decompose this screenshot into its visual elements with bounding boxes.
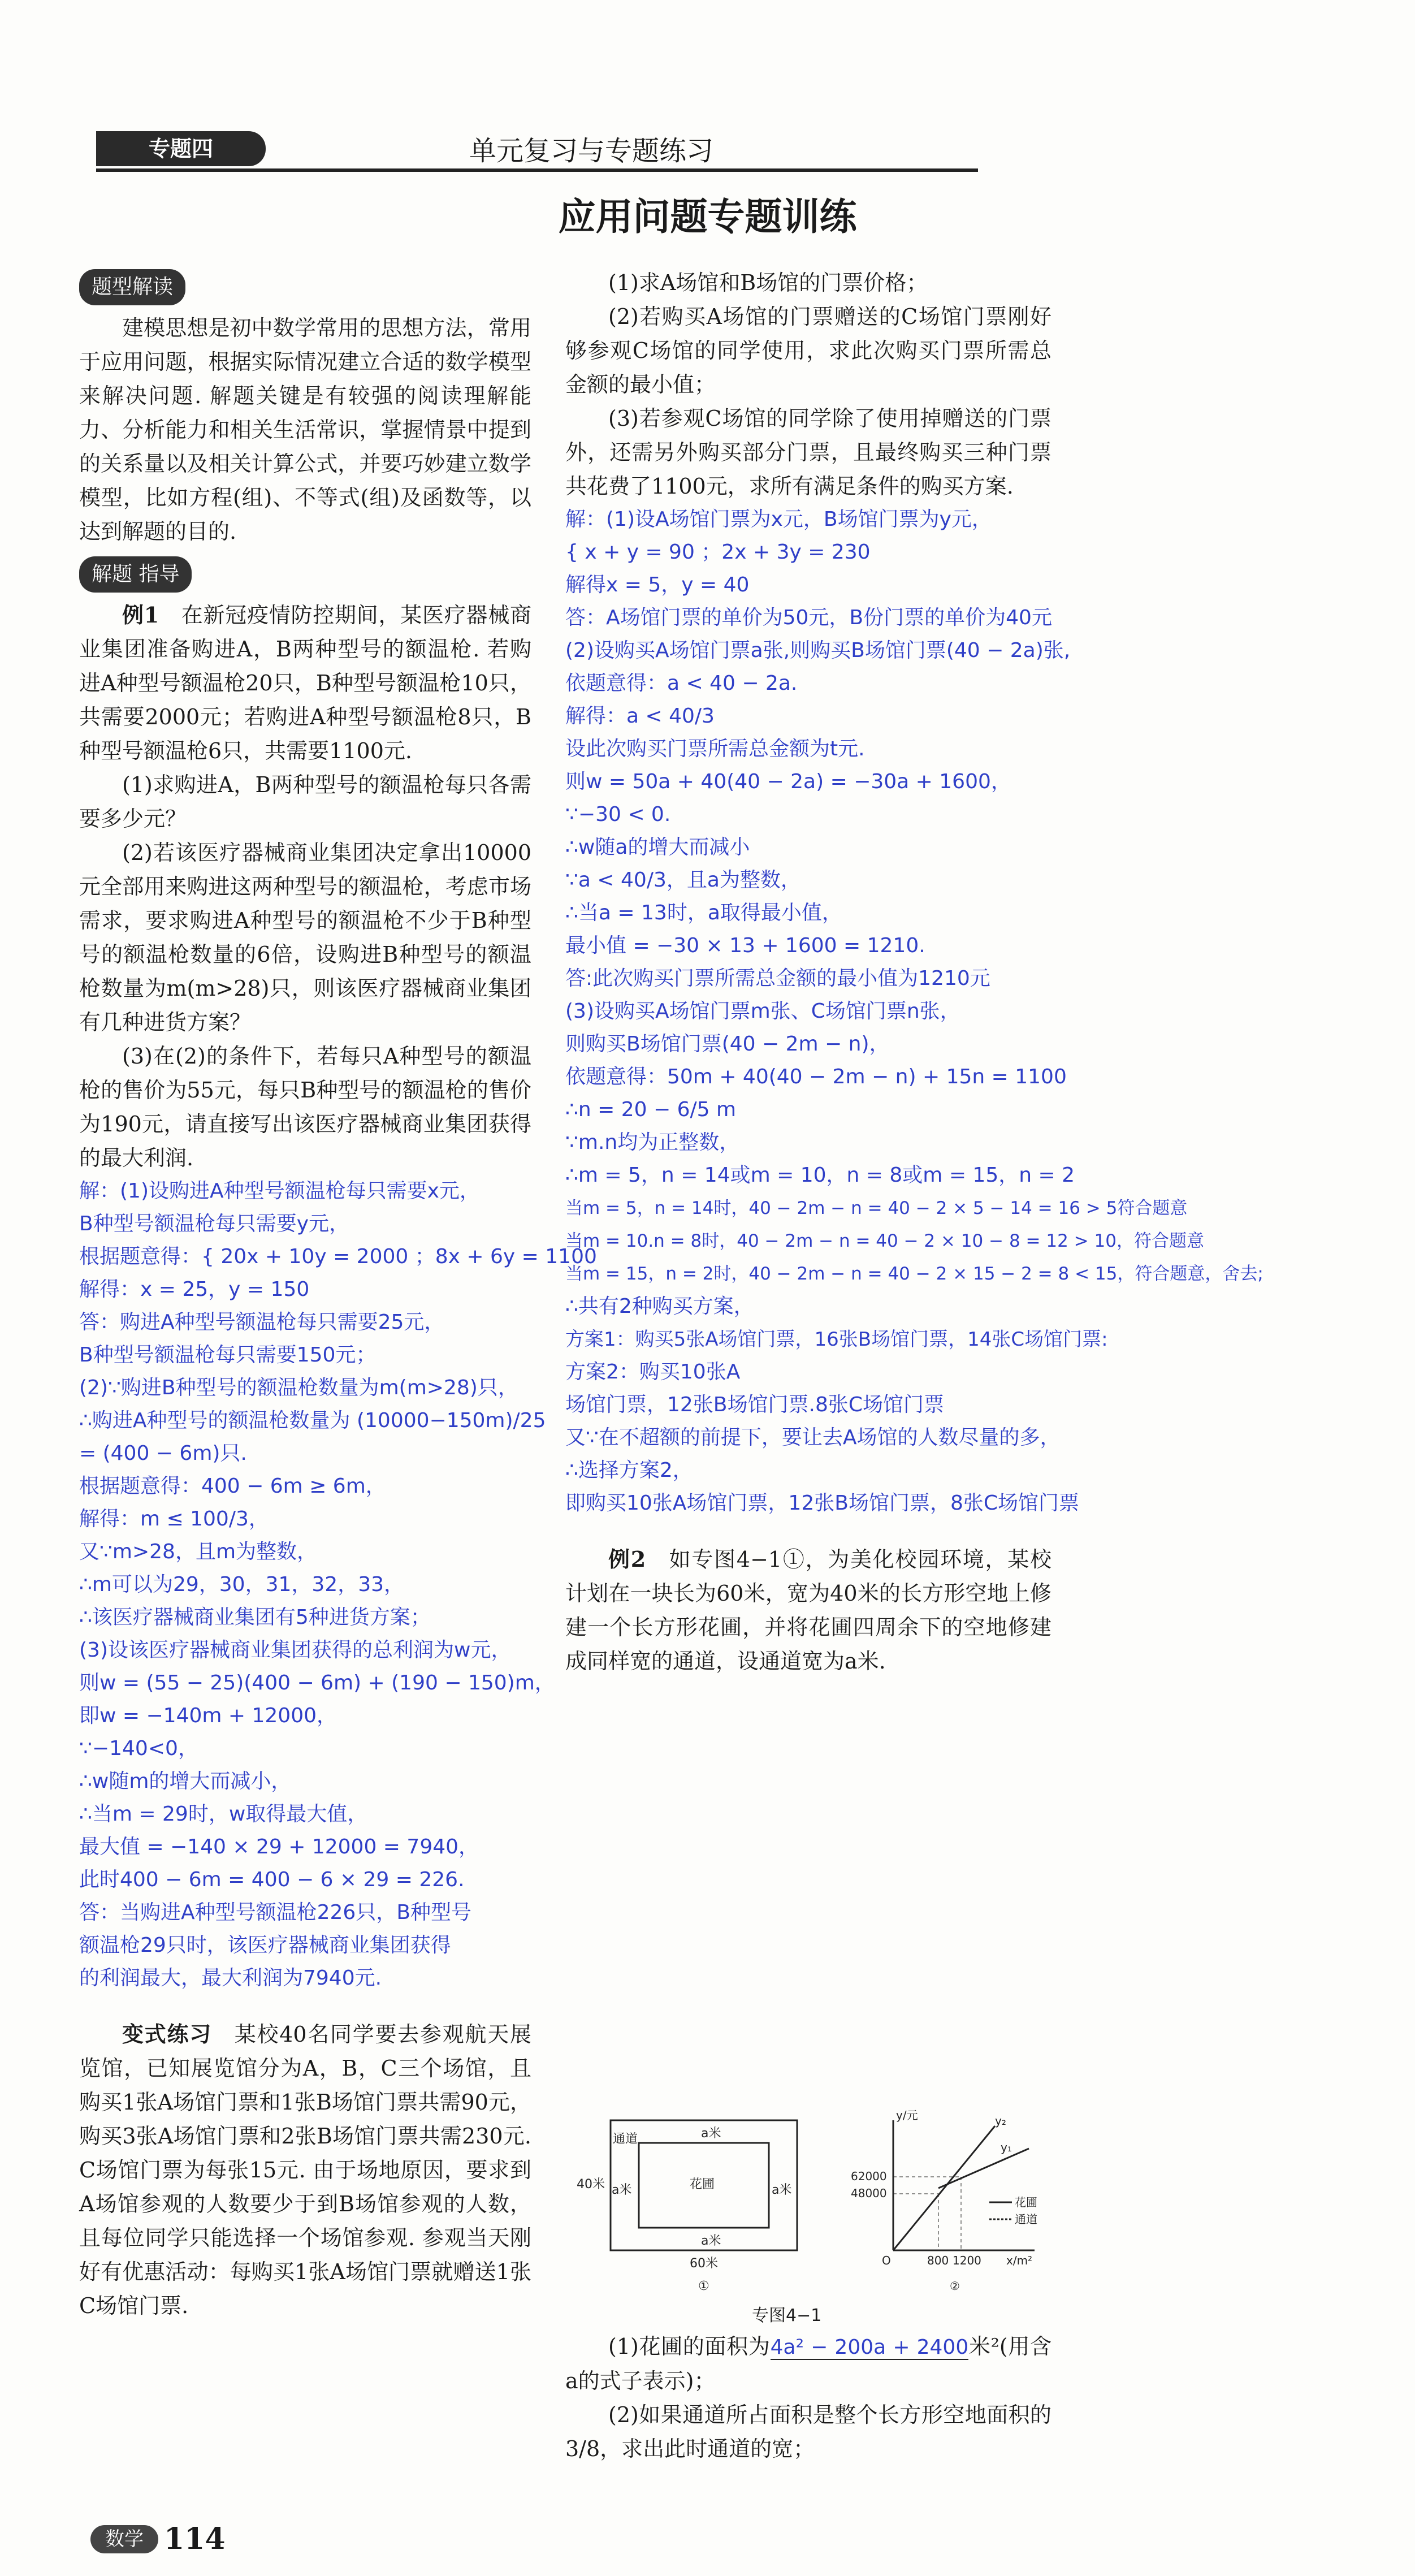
figure-4-1 — [577, 2108, 1040, 2296]
sol2-line: 则购买B场馆门票(40 − 2m − n)， — [565, 1032, 890, 1056]
sol1-line: 解得：m ≤ 100/3， — [79, 1507, 269, 1531]
width-60-label: 60米 — [690, 2257, 718, 2271]
garden-label: 花圃 — [690, 2177, 715, 2192]
a-label-top: a米 — [701, 2127, 721, 2141]
sol1-line: 根据题意得：{ 20x + 10y = 2000 ；8x + 6y = 1100 — [79, 1245, 597, 1268]
variant-stem: 变式练习 某校40名同学要去参观航天展览馆，已知展览馆分为A，B，C三个场馆，且购买1张A场馆门票和1张B场馆门票共需90元，购买3张A场馆门票和2张B场馆门票共需230元. C场馆门票为每张15元. 由于场地原因，要求到A场馆参观的人数要少于到B场馆参观的人数，且每位同学只能选择一个场馆参观. 参观当天刚好有优惠活动：每购买1张A场馆门票就赠送1张C场馆门票. — [79, 2021, 531, 2318]
sol1-line: 又∵m>28，且m为整数， — [79, 1540, 318, 1563]
sol1-line: ∴w随m的增大而减小， — [79, 1770, 292, 1793]
a-label-right: a米 — [772, 2183, 792, 2197]
origin-label: O — [882, 2254, 891, 2267]
variant-q1: (1)求A场馆和B场馆的门票价格； — [608, 270, 928, 295]
sol1-line: B种型号额温枪每只需要y元， — [79, 1212, 350, 1235]
variant-solution — [565, 503, 1263, 1520]
sol2-line: 当m = 10.n = 8时，40 − 2m − n = 40 − 2 × 10 − 8 = 12 > 10，符合题意 — [565, 1231, 1204, 1251]
sol2-line: 依题意得：50m + 40(40 − 2m − n) + 15n = 1100 — [565, 1065, 1067, 1088]
sol2-line: 当m = 15，n = 2时，40 − 2m − n = 40 − 2 × 15 − 2 = 8 < 15，符合题意，舍去; — [565, 1264, 1263, 1284]
sol2-line: 答:此次购买门票所需总金额的最小值为1210元 — [565, 967, 990, 990]
chapter-title: 单元复习与专题练习 — [469, 135, 714, 167]
ex2-questions — [565, 2329, 1051, 2466]
cost-graph — [851, 2108, 1037, 2293]
line-y2-label: y₂ — [995, 2114, 1006, 2128]
sol1-line: 答：购进A种型号额温枪每只需要25元， — [79, 1311, 445, 1334]
sol1-line: ∴m可以为29，30，31，32，33， — [79, 1573, 405, 1596]
sol2-line: (2)设购买A场馆门票a张,则购买B场馆门票(40 − 2a)张, — [565, 639, 1071, 662]
ex1-q1: (1)求购进A，B两种型号的额温枪每只各需要多少元？ — [79, 772, 531, 831]
sol2-line: 场馆门票，12张B场馆门票.8张C场馆门票 — [565, 1393, 944, 1416]
sol2-line: 方案1：购买5张A场馆门票，16张B场馆门票，14张C场馆门票: — [565, 1328, 1108, 1351]
sol2-line: 则w = 50a + 40(40 − 2a) = −30a + 1600， — [565, 770, 1011, 793]
sol2-line: ∵m.n均为正整数， — [565, 1131, 740, 1154]
variant-q3: (3)若参观C场馆的同学除了使用掉赠送的门票外，还需另外购买部分门票，且最终购买三种门票共花费了1100元，求所有满足条件的购买方案. — [565, 406, 1051, 499]
legend-road: 通道 — [1015, 2212, 1037, 2226]
sol1-line: 即w = −140m + 12000， — [79, 1704, 337, 1727]
intro-text: 建模思想是初中数学常用的思想方法，常用于应用问题，根据实际情况建立合适的数学模型来解决问题. 解题关键是有较强的阅读理解能力、分析能力和相关生活常识，掌握情景中提到的关系量以及相关计算公式，并要巧妙建立数学模型，比如方程(组)、不等式(组)及函数等，以达到解题的目的. — [79, 315, 531, 544]
sol1-line: 解得：x = 25，y = 150 — [79, 1278, 310, 1301]
ex1-stem: 例1 在新冠疫情防控期间，某医疗器械商业集团准备购进A，B两种型号的额温枪. 若购进A种型号额温枪20只，B种型号额温枪10只，共需要2000元；若购进A种型号额温枪8只，B种型号额温枪6只，共需要1100元. — [79, 602, 531, 763]
page-number: 114 — [164, 2522, 226, 2556]
sol1-line: 最大值 = −140 × 29 + 12000 = 7940， — [79, 1835, 479, 1858]
page-title: 应用问题专题训练 — [558, 195, 857, 239]
sol2-line: ∴当a = 13时，a取得最小值， — [565, 901, 842, 924]
sol2-line: ∵a < 40/3，且a为整数， — [565, 868, 801, 892]
tick-800: 800 — [927, 2254, 949, 2267]
legend-garden: 花圃 — [1015, 2195, 1037, 2209]
line-y1-label: y₁ — [1001, 2141, 1012, 2154]
garden-diagram — [577, 2120, 797, 2293]
sol2-line: 即购买10张A场馆门票，12张B场馆门票，8张C场馆门票 — [565, 1492, 1079, 1515]
sol1-line: 根据题意得：400 − 6m ≥ 6m， — [79, 1475, 386, 1498]
sol1-line: ∴当m = 29时，w取得最大值， — [79, 1803, 368, 1826]
sol1-line: (3)设该医疗器械商业集团获得的总利润为w元， — [79, 1639, 512, 1662]
ex2-stem: 例2 如专图4−1①，为美化校园环境，某校计划在一块长为60米，宽为40米的长方形空地上修建一个长方形花圃，并将花圃四周余下的空地修建成同样宽的通道，设通道宽为a米. — [565, 1546, 1051, 1674]
a-label-left: a米 — [612, 2183, 632, 2197]
tick-1200: 1200 — [953, 2254, 981, 2267]
variant-label: 变式练习 — [122, 2021, 212, 2047]
guide-badge: 解题 指导 — [79, 556, 192, 593]
ex2-label: 例2 — [608, 1546, 646, 1572]
sol2-line: 设此次购买门票所需总金额为t元. — [565, 737, 865, 760]
sol2-line: ∴选择方案2， — [565, 1459, 693, 1482]
sol2-line: ∴共有2种购买方案， — [565, 1295, 754, 1318]
tick-62000: 62000 — [851, 2169, 887, 2183]
figure-caption: 专图4−1 — [752, 2306, 822, 2326]
fig1-number: ① — [698, 2279, 709, 2293]
ex1-label: 例1 — [122, 602, 159, 628]
sol1-line: 此时400 − 6m = 400 − 6 × 29 = 226. — [79, 1868, 465, 1891]
sol1-line: 则w = (55 − 25)(400 − 6m) + (190 − 150)m， — [79, 1671, 555, 1695]
sol1-line: (2)∵购进B种型号的额温枪数量为m(m>28)只， — [79, 1376, 518, 1399]
sol1-line: 答：当购进A种型号额温枪226只，B种型号 — [79, 1901, 472, 1924]
section-tag: 专题四 — [96, 131, 266, 166]
ex2-q1: (1)花圃的面积为4a² − 200a + 2400米²(用含a的式子表示)； — [565, 2334, 1052, 2393]
sol2-line: ∴n = 20 − 6/5 m — [565, 1098, 737, 1121]
sol1-line: ∴购进A种型号的额温枪数量为 (10000−150m)/25 — [79, 1409, 546, 1432]
ex1-q3: (3)在(2)的条件下，若每只A种型号的额温枪的售价为55元，每只B种型号的额温枪的售价为190元，请直接写出该医疗器械商业集团获得的最大利润. — [79, 1044, 531, 1170]
sol2-line: 解：(1)设A场馆门票为x元，B场馆门票为y元， — [565, 508, 992, 531]
fig2-number: ② — [950, 2279, 960, 2293]
right-column — [565, 266, 1263, 1678]
sol1-line: ∴该医疗器械商业集团有5种进货方案； — [79, 1606, 431, 1629]
variant-q2: (2)若购买A场馆的门票赠送的C场馆门票刚好够参观C场馆的同学使用，求此次购买门票所需总金额的最小值； — [565, 304, 1051, 397]
footer-subject: 数学 — [90, 2525, 158, 2553]
sol2-line: ∴w随a的增大而减小 — [565, 836, 750, 859]
sol2-line: 方案2：购买10张A — [565, 1360, 741, 1384]
sol2-line: 当m = 5，n = 14时，40 − 2m − n = 40 − 2 × 5 − 14 = 16 > 5符合题意 — [565, 1198, 1188, 1218]
sol2-line: 答：A场馆门票的单价为50元，B份门票的单价为40元 — [565, 606, 1052, 629]
sol2-line: 解得：a < 40/3 — [565, 704, 715, 728]
ex1-q2: (2)若该医疗器械商业集团决定拿出10000元全部用来购进这两种型号的额温枪，考虑市场需求，要求购进A种型号的额温枪不少于B种型号的额温枪数量的6倍，设购进B种型号的额温枪数量为m(m>28)只，则该医疗器械商业集团有几种进货方案？ — [79, 840, 531, 1035]
sol2-line: 依题意得：a < 40 − 2a. — [565, 672, 798, 695]
sol1-line: 额温枪29只时，该医疗器械商业集团获得 — [79, 1934, 451, 1957]
sol2-line: ∵−30 < 0. — [565, 803, 671, 826]
width-40-label: 40米 — [577, 2177, 605, 2192]
y-axis-label: y/元 — [896, 2108, 918, 2122]
sol1-line: 解：(1)设购进A种型号额温枪每只需要x元， — [79, 1179, 480, 1203]
tick-48000: 48000 — [851, 2186, 887, 2200]
sol2-line: ∴m = 5，n = 14或m = 10，n = 8或m = 15，n = 2 — [565, 1164, 1075, 1187]
ex2-q2: (2)如果通道所占面积是整个长方形空地面积的3/8，求出此时通道的宽； — [565, 2402, 1051, 2461]
a-label-bottom: a米 — [701, 2234, 721, 2248]
sol2-line: 解得x = 5，y = 40 — [565, 573, 750, 597]
sol1-line: B种型号额温枪每只需要150元； — [79, 1343, 377, 1367]
ex2-q1-answer: 4a² − 200a + 2400 — [770, 2336, 969, 2359]
road-label: 通道 — [613, 2132, 638, 2146]
sol1-line: = (400 − 6m)只. — [79, 1442, 247, 1465]
sol2-line: { x + y = 90 ；2x + 3y = 230 — [565, 541, 871, 564]
sol1-line: ∵−140<0， — [79, 1737, 198, 1760]
sol2-line: 最小值 = −30 × 13 + 1600 = 1210. — [565, 934, 925, 957]
type-read-badge: 题型解读 — [79, 269, 185, 305]
sol2-line: (3)设购买A场馆门票m张、C场馆门票n张， — [565, 1000, 960, 1023]
sol1-line: 的利润最大，最大利润为7940元. — [79, 1966, 382, 1990]
x-axis-label: x/m² — [1006, 2254, 1033, 2267]
sol2-line: 又∵在不超额的前提下，要让去A场馆的人数尽量的多， — [565, 1426, 1061, 1449]
ex1-solution — [79, 1175, 597, 1995]
